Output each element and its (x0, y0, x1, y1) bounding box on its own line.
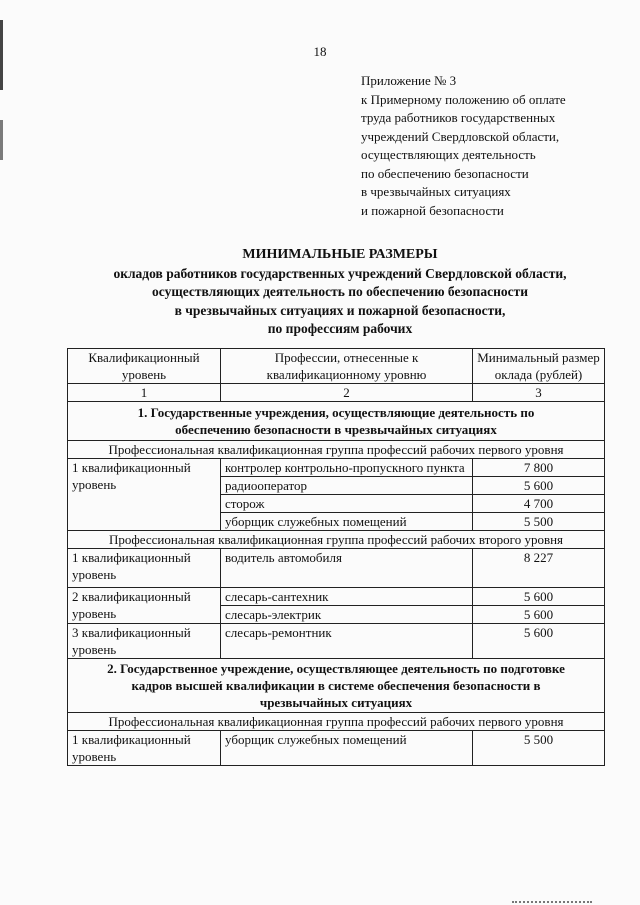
annex-line: Приложение № 3 (361, 73, 457, 88)
header-qualification-level: Квалификационный уровень (68, 349, 221, 384)
annex-block (361, 72, 566, 220)
column-number: 1 (68, 384, 221, 402)
profession-cell: уборщик служебных помещений (221, 731, 473, 766)
column-number: 2 (221, 384, 473, 402)
qualification-level-cell: 1 квалификационный уровень (68, 549, 221, 588)
title-line: МИНИМАЛЬНЫЕ РАЗМЕРЫ (242, 247, 438, 262)
section-2-title: 2. Государственное учреждение, осуществляющее деятельность по подготовке кадров высшей квалификации в системе обеспечения безопасности в чрезвычайных ситуациях (68, 659, 605, 713)
salary-cell: 5 600 (473, 624, 605, 659)
table-row (68, 459, 605, 477)
annex-line: и пожарной безопасности (361, 202, 504, 218)
page-number: 18 (313, 44, 327, 59)
qualification-level-cell: 3 квалификационный уровень (68, 624, 221, 659)
section-row (68, 402, 605, 441)
header-min-salary: Минимальный размер оклада (рублей) (473, 349, 605, 384)
title-line: окладов работников государственных учреждений Свердловской области, (113, 265, 567, 281)
table-row (68, 588, 605, 606)
annex-line: учреждений Свердловской области, (361, 128, 560, 144)
document-title (40, 246, 640, 339)
title-line: по профессиям рабочих (267, 321, 413, 336)
annex-line: осуществляющих деятельность (361, 147, 536, 162)
group-row (68, 713, 605, 731)
section-row (68, 659, 605, 713)
profession-cell: контролер контрольно-пропускного пункта (221, 459, 473, 477)
column-number: 3 (473, 384, 605, 402)
section-2-group-1-title: Профессиональная квалификационная группа профессий рабочих первого уровня (68, 713, 605, 731)
qualification-level-cell: 2 квалификационный уровень (68, 588, 221, 624)
annex-line: по обеспечению безопасности (361, 165, 529, 181)
salary-cell: 5 600 (473, 606, 605, 624)
salary-cell: 7 800 (473, 459, 605, 477)
salary-cell: 4 700 (473, 495, 605, 513)
scan-edge-mark (512, 901, 592, 905)
salary-cell: 5 500 (473, 513, 605, 531)
salary-cell: 8 227 (473, 549, 605, 588)
profession-cell: уборщик служебных помещений (221, 513, 473, 531)
salary-cell: 5 600 (473, 477, 605, 495)
table-header-row (68, 349, 605, 384)
annex-line: труда работников государственных (361, 110, 556, 125)
qualification-level-cell: 1 квалификационный уровень (68, 731, 221, 766)
header-professions: Профессии, отнесенные к квалификационному уровню (221, 349, 473, 384)
salary-table (67, 348, 605, 766)
group-row (68, 441, 605, 459)
profession-cell: сторож (221, 495, 473, 513)
column-number-row (68, 384, 605, 402)
table-row (68, 731, 605, 766)
profession-cell: слесарь-ремонтник (221, 624, 473, 659)
table-row (68, 549, 605, 588)
section-1-group-1-title: Профессиональная квалификационная группа профессий рабочих первого уровня (68, 441, 605, 459)
section-1-title: 1. Государственные учреждения, осуществляющие деятельность по обеспечению безопасности в чрезвычайных ситуациях (68, 402, 605, 441)
profession-cell: слесарь-сантехник (221, 588, 473, 606)
annex-line: к Примерному положению об оплате (361, 91, 566, 107)
profession-cell: слесарь-электрик (221, 606, 473, 624)
salary-cell: 5 600 (473, 588, 605, 606)
section-1-group-2-title: Профессиональная квалификационная группа профессий рабочих второго уровня (68, 531, 605, 549)
title-line: в чрезвычайных ситуациях и пожарной безопасности, (174, 302, 506, 318)
salary-cell: 5 500 (473, 731, 605, 766)
profession-cell: водитель автомобиля (221, 549, 473, 588)
annex-line: в чрезвычайных ситуациях (361, 184, 511, 199)
profession-cell: радиооператор (221, 477, 473, 495)
title-line: осуществляющих деятельность по обеспечению безопасности (152, 284, 528, 299)
group-row (68, 531, 605, 549)
qualification-level-cell: 1 квалификационный уровень (68, 459, 221, 531)
table-row (68, 624, 605, 659)
binding-mark-middle (0, 120, 3, 160)
